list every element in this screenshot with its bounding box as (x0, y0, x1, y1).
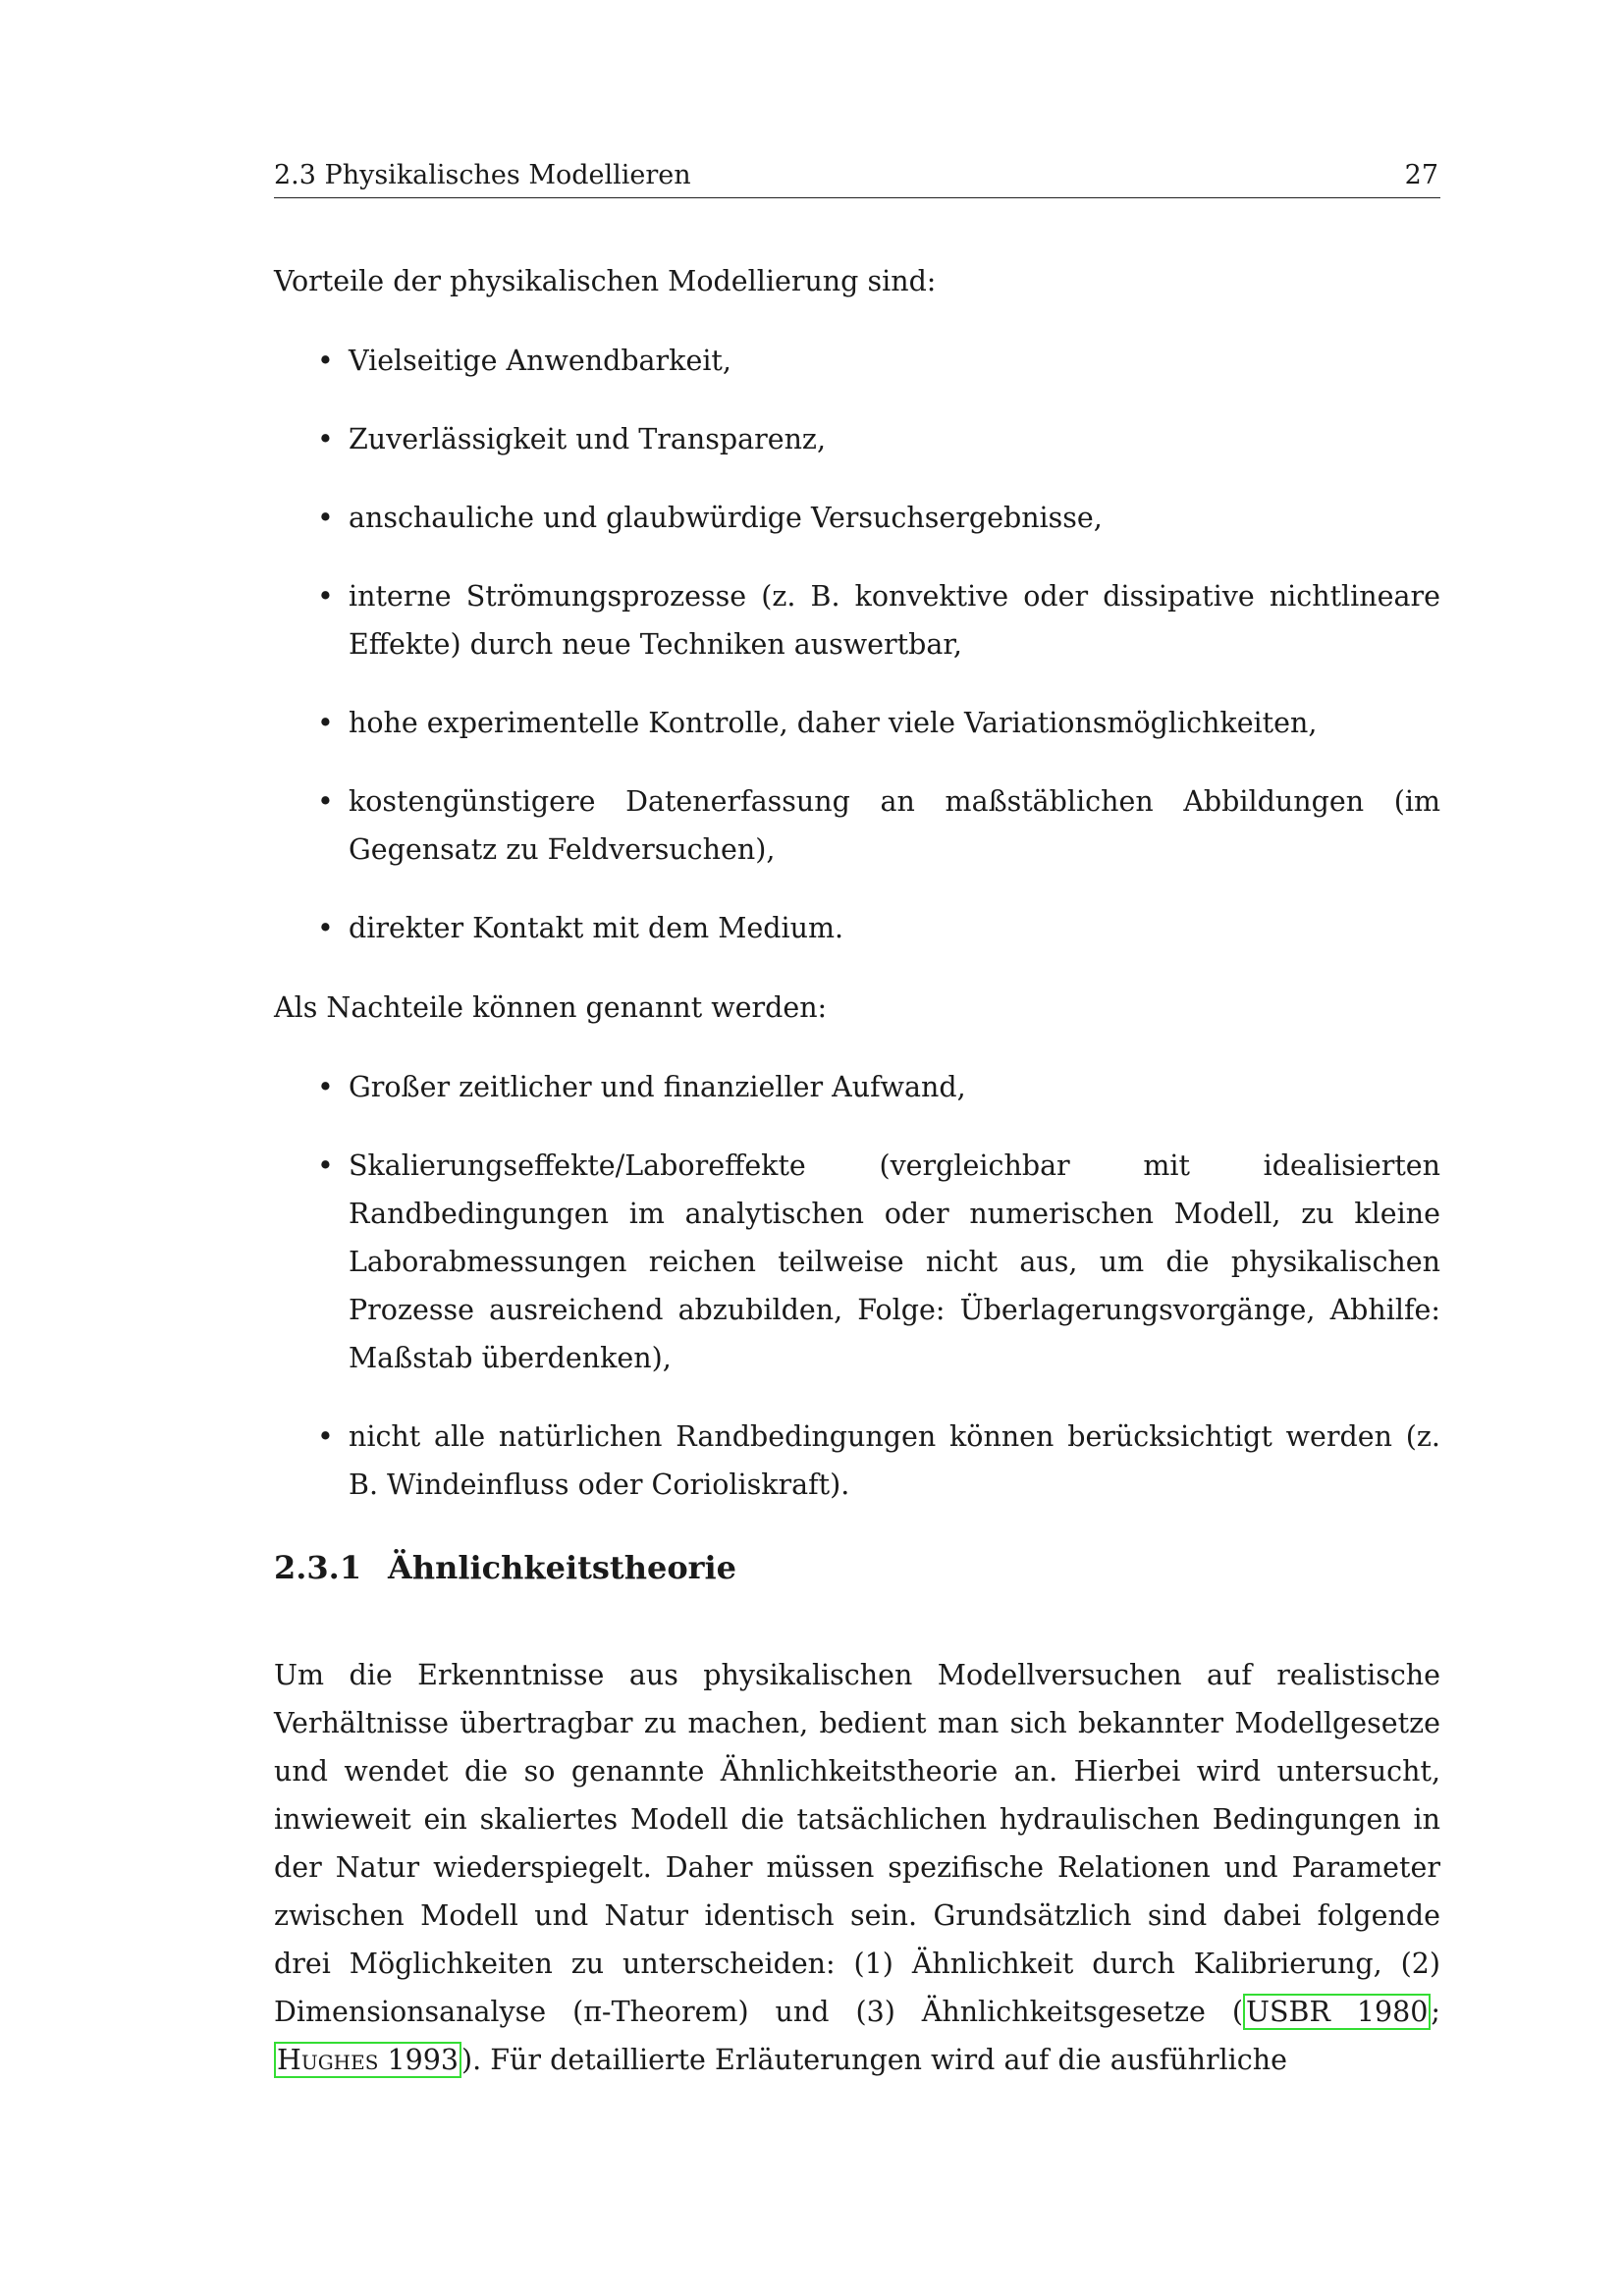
bullet: • (317, 423, 334, 455)
advantages-list (274, 337, 1440, 983)
list-item-text: anschauliche und glaubwürdige Versuchsergebnisse, (349, 502, 1103, 534)
header-section-title: 2.3 Physikalisches Modellieren (274, 160, 691, 190)
list-item (274, 1063, 1440, 1111)
bullet: • (317, 912, 334, 944)
bullet: • (317, 1420, 334, 1453)
list-item (274, 1413, 1440, 1509)
list-item-text: direkter Kontakt mit dem Medium. (349, 912, 844, 944)
body-paragraph (274, 1651, 1440, 2084)
list-item-text: Großer zeitlicher und finanzieller Aufwand, (349, 1071, 966, 1103)
citation-separator: ; (1431, 1996, 1440, 2028)
list-item (274, 572, 1440, 668)
bullet: • (317, 580, 334, 613)
section-title: Ähnlichkeitstheorie (388, 1549, 737, 1586)
bullet: • (317, 1149, 334, 1182)
list-item-text: Skalierungseffekte/Laboreffekte (vergleichbar mit idealisierten Randbedingungen im analytischen oder numerischen Modell, zu kleine Laborabmessungen reichen teilweise nicht aus, um die physikalischen Prozesse ausreichend abzubilden, Folge: Überlagerungsvorgänge, Abhilfe: Maßstab überdenken), (349, 1149, 1440, 1374)
list-item-text: Zuverlässigkeit und Transparenz, (349, 423, 827, 455)
advantages-intro: Vorteile der physikalischen Modellierung sind: (274, 265, 937, 297)
list-item (274, 777, 1440, 874)
paragraph-text: Um die Erkenntnisse aus physikalischen Modellversuchen auf realistische Verhältnisse übertragbar zu machen, bedient man sich bekannter Modellgesetze und wendet die so genannte Ähnlichkeitstheorie an. Hierbei wird untersucht, inwieweit ein skaliertes Modell die tatsächlichen hydraulischen Bedingungen in der Natur wiederspiegelt. Daher müssen spezifische Relationen und Parameter zwischen Modell und Natur identisch sein. Grundsätzlich sind dabei folgende drei Möglichkeiten zu unterscheiden: (1) Ähnlichkeit durch Kalibrierung, (2) Dimensionsanalyse (π-Theorem) und (3) Ähnlichkeitsgesetze (274, 1659, 1440, 2028)
list-item-text: hohe experimentelle Kontrolle, daher viele Variationsmöglichkeiten, (349, 707, 1318, 739)
list-item (274, 1142, 1440, 1382)
bullet: • (317, 785, 334, 818)
list-item-text: Vielseitige Anwendbarkeit, (349, 345, 731, 377)
disadvantages-list (274, 1063, 1440, 1539)
section-heading (274, 1549, 736, 1586)
bullet: • (317, 345, 334, 377)
citation-author: Hughes (277, 2044, 379, 2076)
disadvantages-intro: Als Nachteile können genannt werden: (274, 991, 828, 1024)
paragraph-tail: ). Für detaillierte Erläuterungen wird auf die ausführliche (461, 2044, 1287, 2076)
bullet: • (317, 502, 334, 534)
list-item-text: kostengünstigere Datenerfassung an maßstäblichen Abbildungen (im Gegensatz zu Feldversuchen), (349, 785, 1440, 866)
list-item (274, 904, 1440, 952)
list-item-text: nicht alle natürlichen Randbedingungen können berücksichtigt werden (z. B. Windeinfluss oder Corioliskraft). (349, 1420, 1440, 1501)
list-item (274, 415, 1440, 463)
list-item-text: interne Strömungsprozesse (z. B. konvektive oder dissipative nichtlineare Effekte) durch neue Techniken auswertbar, (349, 580, 1440, 661)
list-item (274, 494, 1440, 542)
bullet: • (317, 707, 334, 739)
citation-link-usbr[interactable]: USBR 1980 (1243, 1994, 1431, 2030)
citation-link-hughes[interactable] (274, 2042, 461, 2078)
list-item (274, 337, 1440, 385)
bullet: • (317, 1071, 334, 1103)
paragraph-open-paren: ( (1231, 1996, 1243, 2028)
page-number: 27 (1404, 160, 1438, 190)
citation-year: 1993 (387, 2044, 460, 2076)
running-header (274, 160, 1440, 198)
list-item (274, 699, 1440, 747)
section-number: 2.3.1 (274, 1549, 362, 1586)
